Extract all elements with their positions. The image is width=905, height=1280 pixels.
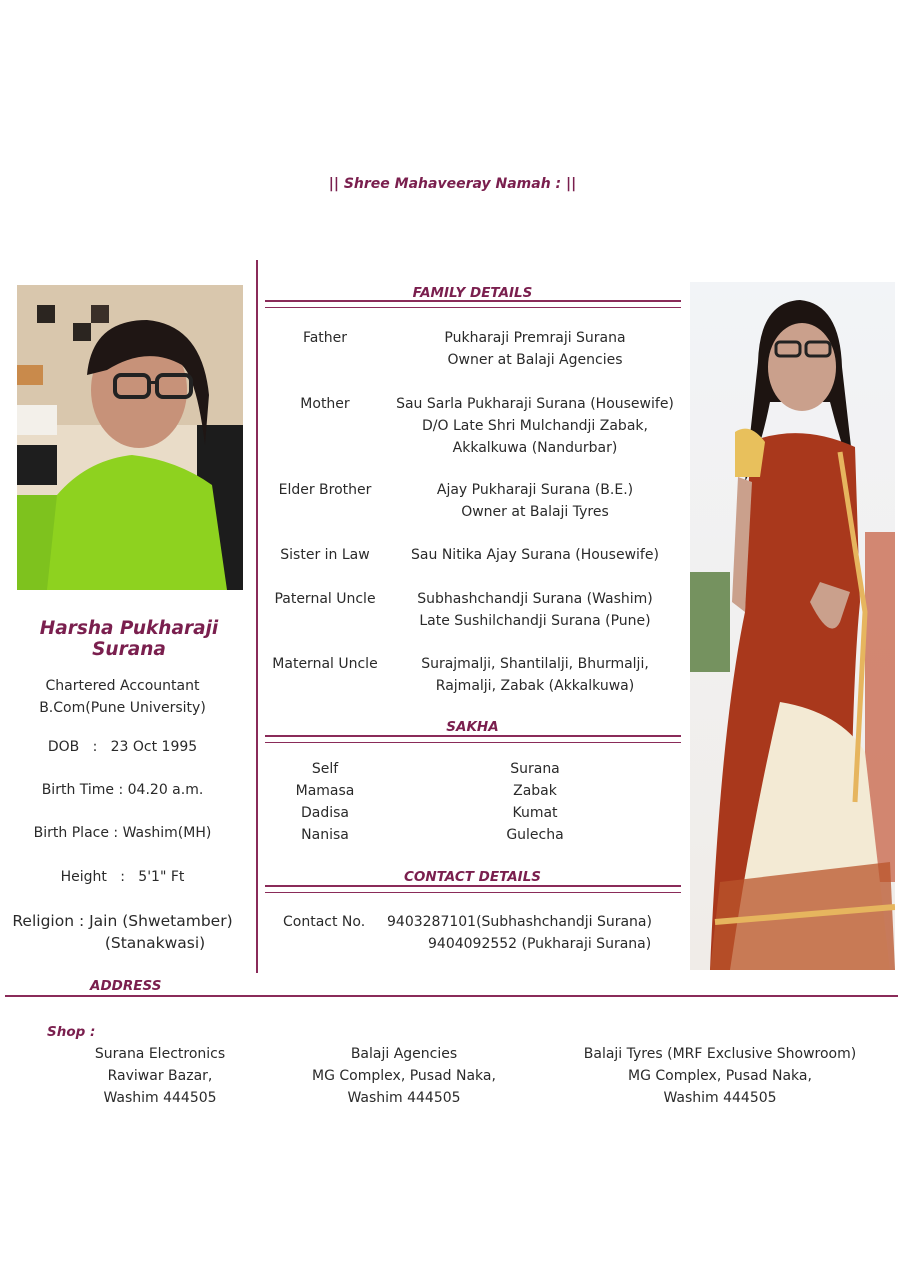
sakha-heading: SAKHA — [446, 719, 499, 735]
family-value-elder-brother-2: Owner at Balaji Tyres — [461, 504, 609, 520]
birth-place: Birth Place : Washim(MH) — [33, 825, 212, 841]
shop-2-line-2: MG Complex, Pusad Naka, — [312, 1068, 496, 1084]
shop-1-line-1: Surana Electronics — [94, 1046, 226, 1062]
family-value-maternal-uncle-1: Surajmalji, Shantilalji, Bhurmalji, — [421, 656, 649, 672]
sakha-value-nanisa: Gulecha — [506, 827, 564, 843]
sakha-label-self: Self — [311, 761, 339, 777]
shop-1-line-2: Raviwar Bazar, — [107, 1068, 213, 1084]
address-heading: ADDRESS — [90, 978, 162, 994]
religion-sect: (Stanakwasi) — [104, 934, 206, 952]
family-value-mother-2: D/O Late Shri Mulchandji Zabak, — [422, 418, 648, 434]
blessing-heading: || Shree Mahaveeray Namah : || — [328, 176, 577, 192]
profile-photo-left — [17, 285, 243, 590]
shop-2-line-1: Balaji Agencies — [350, 1046, 458, 1062]
education: B.Com(Pune University) — [39, 700, 206, 716]
contact-number-1: 9403287101(Subhashchandji Surana) — [387, 914, 652, 930]
profile-photo-right — [690, 282, 895, 970]
sakha-label-nanisa: Nanisa — [301, 827, 349, 843]
family-value-mother-1: Sau Sarla Pukharaji Surana (Housewife) — [396, 396, 674, 412]
shop-1-line-3: Washim 444505 — [103, 1090, 217, 1106]
profile-name: Harsha Pukharaji Surana — [39, 618, 219, 660]
family-value-elder-brother-1: Ajay Pukharaji Surana (B.E.) — [436, 482, 634, 498]
shop-label: Shop : — [47, 1024, 96, 1040]
family-details-rule — [265, 300, 681, 308]
vertical-divider — [256, 260, 258, 973]
shop-3-line-3: Washim 444505 — [663, 1090, 777, 1106]
dob: DOB : 23 Oct 1995 — [47, 739, 198, 755]
sakha-label-mamasa: Mamasa — [295, 783, 355, 799]
family-value-paternal-uncle-1: Subhashchandji Surana (Washim) — [417, 591, 653, 607]
family-label-father: Father — [302, 330, 348, 346]
family-label-maternal-uncle: Maternal Uncle — [272, 656, 378, 672]
family-label-sister-in-law: Sister in Law — [280, 547, 370, 563]
family-value-maternal-uncle-2: Rajmalji, Zabak (Akkalkuwa) — [435, 678, 635, 694]
birth-time: Birth Time : 04.20 a.m. — [41, 782, 204, 798]
family-value-mother-3: Akkalkuwa (Nandurbar) — [452, 440, 618, 456]
shop-address-2 — [294, 1043, 514, 1109]
sakha-value-dadisa: Kumat — [512, 805, 558, 821]
family-details-heading: FAMILY DETAILS — [412, 285, 533, 301]
shop-address-3 — [570, 1043, 870, 1109]
family-label-paternal-uncle: Paternal Uncle — [274, 591, 376, 607]
shop-3-line-1: Balaji Tyres (MRF Exclusive Showroom) — [583, 1046, 857, 1062]
contact-label: Contact No. — [283, 914, 366, 930]
family-value-paternal-uncle-2: Late Sushilchandji Surana (Pune) — [419, 613, 651, 629]
shop-3-line-2: MG Complex, Pusad Naka, — [628, 1068, 812, 1084]
profession: Chartered Accountant — [45, 678, 200, 694]
sakha-rule — [265, 735, 681, 743]
family-value-father-2: Owner at Balaji Agencies — [447, 352, 623, 368]
religion: Religion : Jain (Shwetamber) — [12, 912, 233, 930]
height: Height : 5'1" Ft — [60, 869, 185, 885]
contact-details-heading: CONTACT DETAILS — [403, 869, 542, 885]
sakha-value-mamasa: Zabak — [513, 783, 557, 799]
shop-address-1 — [70, 1043, 250, 1109]
contact-details-rule — [265, 885, 681, 893]
family-value-sister-in-law: Sau Nitika Ajay Surana (Housewife) — [411, 547, 659, 563]
sakha-label-dadisa: Dadisa — [300, 805, 349, 821]
shop-2-line-3: Washim 444505 — [347, 1090, 461, 1106]
contact-number-2: 9404092552 (Pukharaji Surana) — [428, 936, 652, 952]
sakha-value-self: Surana — [510, 761, 560, 777]
family-label-mother: Mother — [300, 396, 350, 412]
family-label-elder-brother: Elder Brother — [278, 482, 372, 498]
address-rule — [5, 995, 898, 997]
family-value-father-1: Pukharaji Premraji Surana — [444, 330, 626, 346]
